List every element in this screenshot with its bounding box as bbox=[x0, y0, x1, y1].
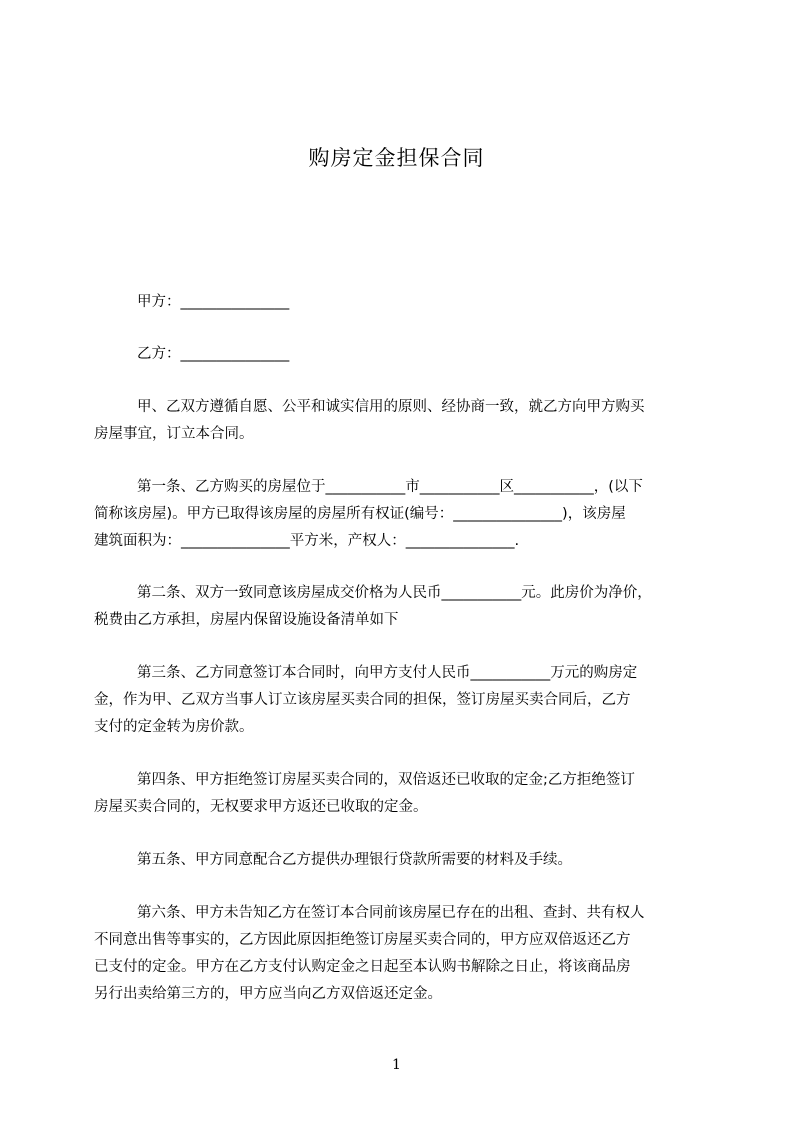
paragraph-line: 第一条、乙方购买的房屋位于___________市___________区___________，(以下 bbox=[137, 479, 643, 495]
paragraph-line: 房屋买卖合同的，无权要求甲方返还已收取的定金。 bbox=[94, 799, 428, 815]
article-6-paragraph bbox=[94, 900, 704, 1008]
paragraph-line: 金，作为甲、乙双方当事人订立该房屋买卖合同的担保，签订房屋买卖合同后，乙方 bbox=[94, 692, 631, 708]
article-2-paragraph bbox=[94, 580, 704, 634]
party-b-line: 乙方：_______________ bbox=[137, 346, 290, 362]
preamble-paragraph bbox=[94, 394, 704, 448]
article-1-paragraph bbox=[94, 474, 704, 555]
article-5-paragraph bbox=[94, 847, 704, 874]
paragraph-line: 第三条、乙方同意签订本合同时，向甲方支付人民币___________万元的购房定 bbox=[137, 665, 638, 681]
paragraph-line: 第四条、甲方拒绝签订房屋买卖合同的，双倍返还已收取的定金;乙方拒绝签订 bbox=[137, 772, 635, 788]
paragraph-line: 建筑面积为：_______________平方米，产权人：_______________. bbox=[94, 533, 520, 549]
paragraph-line: 简称该房屋)。甲方已取得该房屋的房屋所有权证(编号：_______________)，该房屋 bbox=[94, 506, 626, 522]
paragraph-line: 第五条、甲方同意配合乙方提供办理银行贷款所需要的材料及手续。 bbox=[137, 852, 572, 868]
paragraph-line: 支付的定金转为房价款。 bbox=[94, 719, 254, 735]
paragraph-line: 已支付的定金。甲方在乙方支付认购定金之日起至本认购书解除之日止，将该商品房 bbox=[94, 959, 631, 975]
article-3-paragraph bbox=[94, 660, 704, 741]
paragraph-line: 第二条、双方一致同意该房屋成交价格为人民币___________元。此房价为净价， bbox=[137, 585, 652, 601]
document-title: 购房定金担保合同 bbox=[308, 146, 485, 170]
paragraph-line: 另行出卖给第三方的，甲方应当向乙方双倍返还定金。 bbox=[94, 986, 442, 1002]
paragraph-line: 税费由乙方承担，房屋内保留设施设备清单如下 bbox=[94, 612, 399, 628]
paragraph-line: 不同意出售等事实的，乙方因此原因拒绝签订房屋买卖合同的，甲方应双倍返还乙方 bbox=[94, 932, 631, 948]
party-a-line: 甲方：_______________ bbox=[137, 294, 290, 310]
paragraph-line: 甲、乙双方遵循自愿、公平和诚实信用的原则、经协商一致，就乙方向甲方购买 bbox=[137, 399, 645, 415]
article-4-paragraph bbox=[94, 767, 704, 821]
paragraph-line: 房屋事宜，订立本合同。 bbox=[94, 426, 254, 442]
page-number: 1 bbox=[392, 1057, 401, 1073]
paragraph-line: 第六条、甲方未告知乙方在签订本合同前该房屋已存在的出租、查封、共有权人 bbox=[137, 905, 645, 921]
